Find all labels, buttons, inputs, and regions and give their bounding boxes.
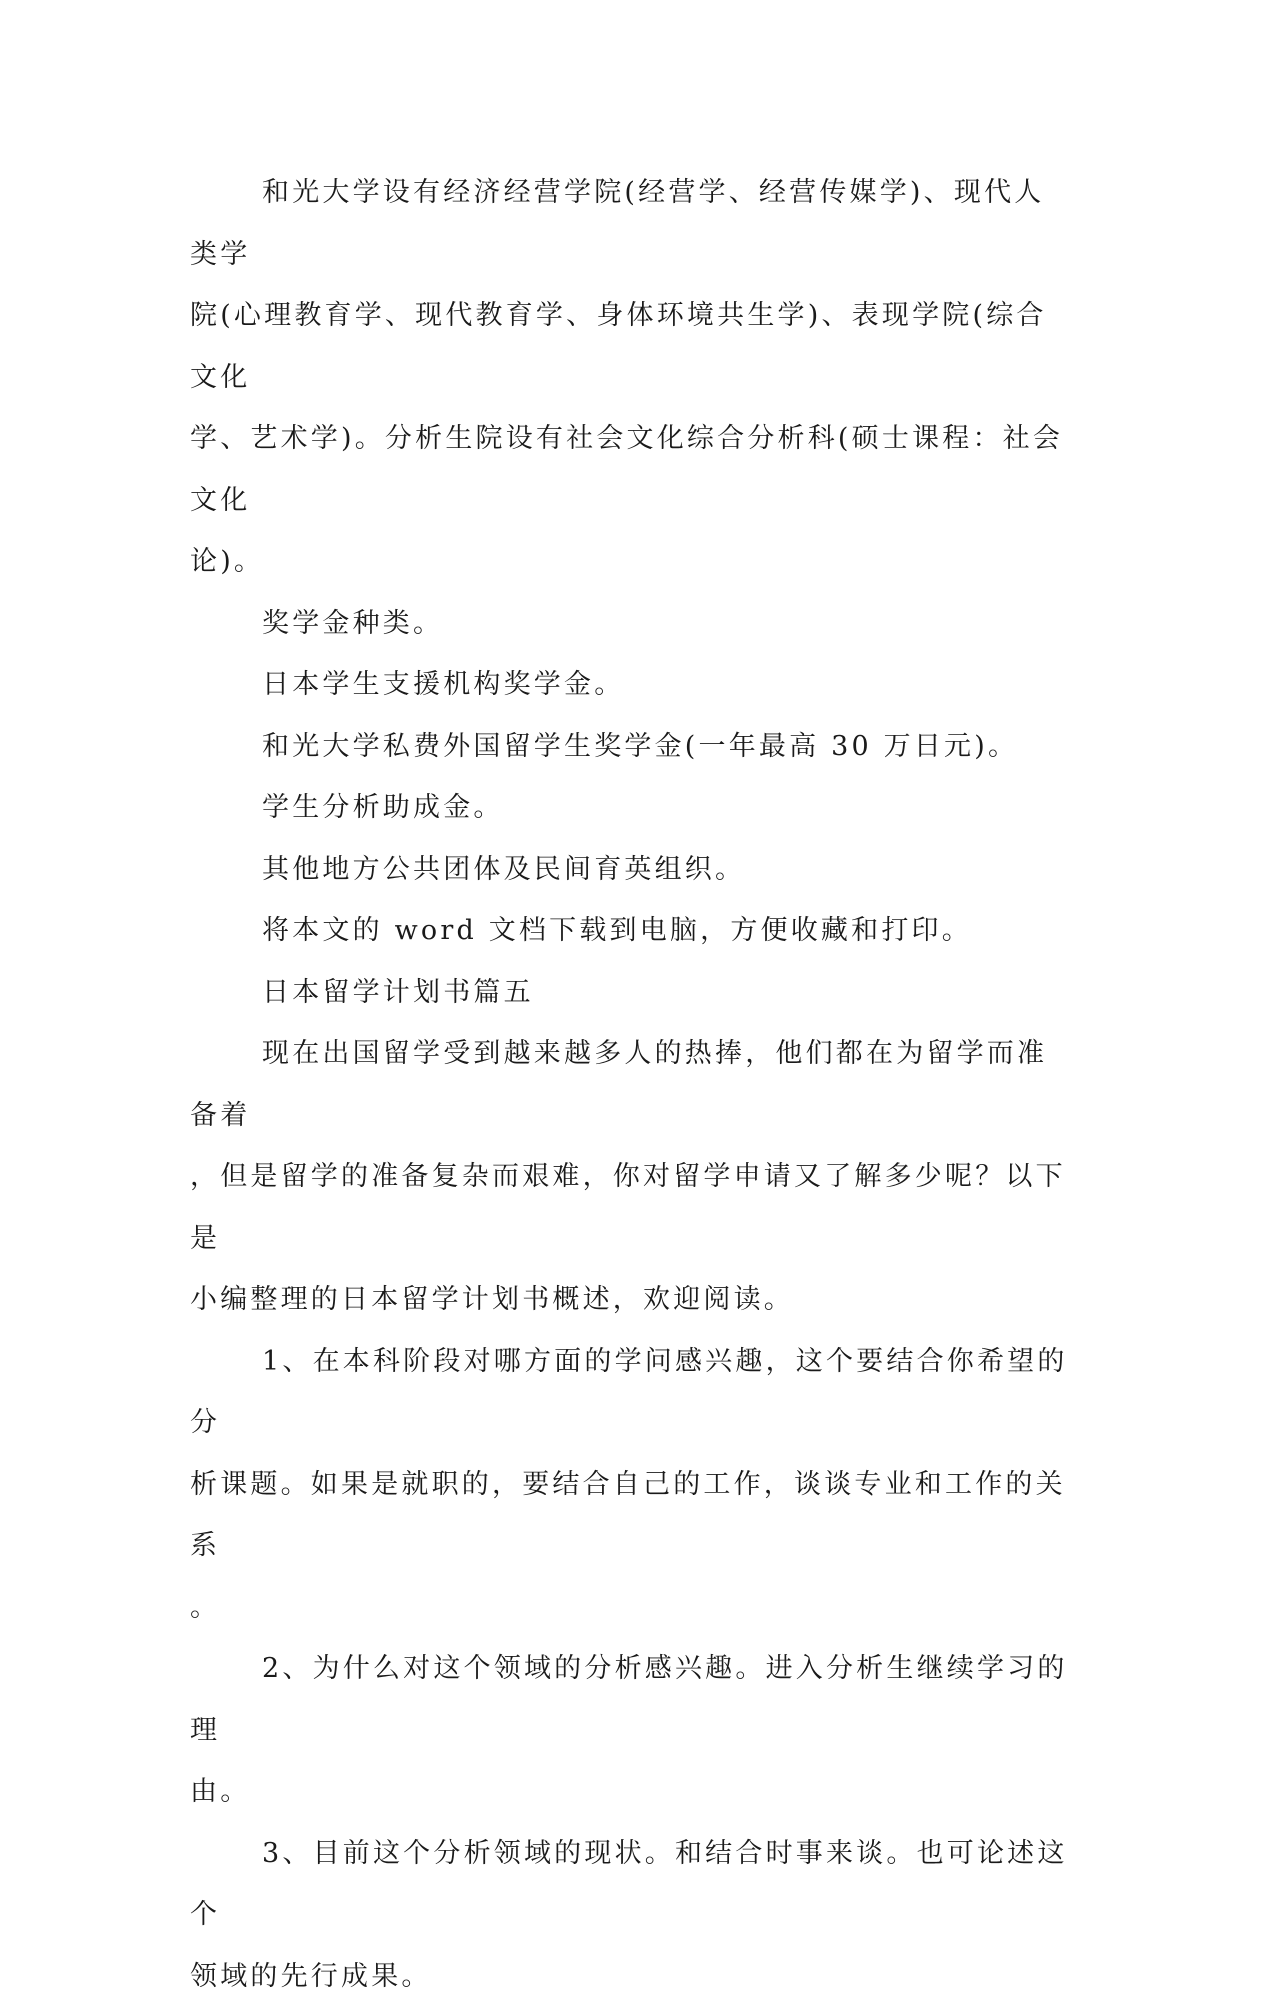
paragraph-p10-line-3: 。 (190, 1577, 1070, 1639)
paragraph-p1-line-3: 学、艺术学)。分析生院设有社会文化综合分析科(硕士课程：社会文化 (190, 408, 1070, 531)
paragraph-p8-line-1: 日本留学计划书篇五 (190, 962, 1070, 1024)
paragraph-p7-line-1: 将本文的 word 文档下载到电脑，方便收藏和打印。 (190, 900, 1070, 962)
paragraph-p9-line-3: 小编整理的日本留学计划书概述，欢迎阅读。 (190, 1269, 1070, 1331)
paragraph-p6-line-1: 其他地方公共团体及民间育英组织。 (190, 839, 1070, 901)
paragraph-p9-line-2: ，但是留学的准备复杂而艰难，你对留学申请又了解多少呢？以下是 (190, 1146, 1070, 1269)
paragraph-p11-line-1: 2、为什么对这个领域的分析感兴趣。进入分析生继续学习的理 (190, 1638, 1070, 1761)
paragraph-p12-line-2: 领域的先行成果。 (190, 1946, 1070, 2007)
paragraph-p1-line-1: 和光大学设有经济经营学院(经营学、经营传媒学)、现代人类学 (190, 162, 1070, 285)
paragraph-p5-line-1: 学生分析助成金。 (190, 777, 1070, 839)
document-body (190, 162, 1070, 2007)
paragraph-p2-line-1: 奖学金种类。 (190, 593, 1070, 655)
paragraph-p10-line-1: 1、在本科阶段对哪方面的学问感兴趣，这个要结合你希望的分 (190, 1331, 1070, 1454)
paragraph-p10-line-2: 析课题。如果是就职的，要结合自己的工作，谈谈专业和工作的关系 (190, 1454, 1070, 1577)
paragraph-p3-line-1: 日本学生支援机构奖学金。 (190, 654, 1070, 716)
paragraph-p1-line-4: 论)。 (190, 531, 1070, 593)
paragraph-p4-line-1: 和光大学私费外国留学生奖学金(一年最高 30 万日元)。 (190, 716, 1070, 778)
paragraph-p12-line-1: 3、目前这个分析领域的现状。和结合时事来谈。也可论述这个 (190, 1823, 1070, 1946)
paragraph-p1-line-2: 院(心理教育学、现代教育学、身体环境共生学)、表现学院(综合文化 (190, 285, 1070, 408)
paragraph-p11-line-2: 由。 (190, 1761, 1070, 1823)
paragraph-p9-line-1: 现在出国留学受到越来越多人的热捧，他们都在为留学而准备着 (190, 1023, 1070, 1146)
